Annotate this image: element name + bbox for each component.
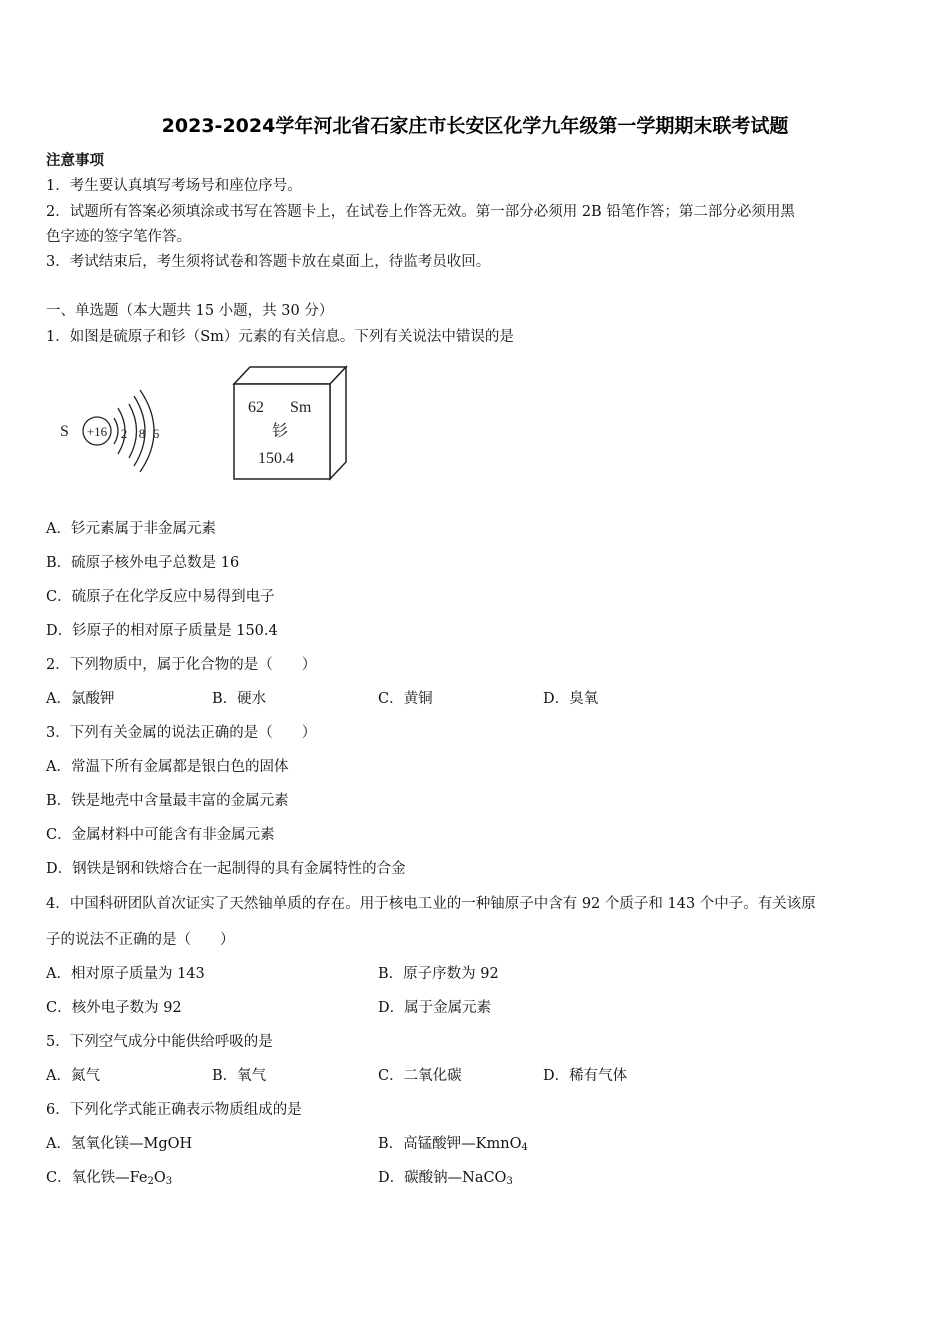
card-side-face (330, 367, 346, 479)
q6-option-c[interactable] (46, 1168, 172, 1192)
nucleus-charge: +16 (86, 424, 108, 439)
samarium-element-card (228, 362, 358, 488)
question-6-stem: 6．下列化学式能正确表示物质组成的是 (46, 1102, 302, 1118)
subscript: 3 (165, 1176, 173, 1187)
question-4-stem-continued: 子的说法不正确的是（ ） (46, 932, 235, 948)
shell-electron-count: 6 (152, 426, 160, 441)
q3-option-a[interactable]: A．常温下所有金属都是银白色的固体 (46, 759, 289, 775)
q6-option-c-text-mid: O (153, 1170, 166, 1186)
shell-electron-count: 2 (120, 426, 128, 441)
question-2-stem: 2．下列物质中，属于化合物的是（ ） (46, 657, 317, 673)
q5-option-c[interactable]: C．二氧化碳 (378, 1068, 462, 1084)
q2-option-b[interactable]: B．硬水 (212, 691, 267, 707)
q1-option-b[interactable]: B．硫原子核外电子总数是 16 (46, 555, 240, 571)
q6-option-a[interactable] (46, 1134, 192, 1154)
q2-option-c[interactable]: C．黄铜 (378, 691, 433, 707)
notice-item: 色字迹的签字笔作答。 (46, 229, 191, 245)
question-1-stem: 1．如图是硫原子和钐（Sm）元素的有关信息。下列有关说法中错误的是 (46, 329, 514, 345)
card-top-face (234, 367, 346, 384)
q6-option-b[interactable] (378, 1134, 528, 1158)
subscript: 4 (521, 1142, 528, 1153)
element-card-svg (228, 362, 358, 488)
q3-option-b[interactable]: B．铁是地壳中含量最丰富的金属元素 (46, 793, 289, 809)
electron-shell-arc (129, 404, 137, 458)
question-4-stem: 4．中国科研团队首次证实了天然铀单质的存在。用于核电工业的一种铀原子中含有 92 个质子和 143 个中子。有关该原 (46, 896, 816, 912)
section-heading: 一、单选题（本大题共 15 小题，共 30 分） (46, 303, 334, 319)
subscript: 2 (147, 1176, 154, 1187)
electron-shell-arc (114, 418, 118, 444)
sulfur-symbol: S (60, 423, 69, 440)
q6-option-d-text: D．碳酸钠—NaCO (378, 1170, 507, 1186)
notice-heading: 注意事项 (46, 152, 104, 169)
q2-option-a[interactable]: A．氯酸钾 (46, 691, 115, 707)
q1-option-c[interactable]: C．硫原子在化学反应中易得到电子 (46, 589, 275, 605)
element-name: 钐 (272, 421, 289, 440)
subscript: 3 (506, 1176, 513, 1187)
q4-option-d[interactable]: D．属于金属元素 (378, 1000, 492, 1016)
question-3-stem: 3．下列有关金属的说法正确的是（ ） (46, 725, 317, 741)
q4-option-a[interactable]: A．相对原子质量为 143 (46, 966, 205, 982)
sulfur-atom-diagram (56, 382, 176, 482)
q3-option-c[interactable]: C．金属材料中可能含有非金属元素 (46, 827, 275, 843)
q5-option-d[interactable]: D．稀有气体 (543, 1068, 628, 1084)
q3-option-d[interactable]: D．钢铁是钢和铁熔合在一起制得的具有金属特性的合金 (46, 861, 406, 877)
atomic-mass: 150.4 (258, 450, 294, 467)
shell-electron-count: 8 (138, 426, 146, 441)
notice-item: 3．考试结束后，考生须将试卷和答题卡放在桌面上，待监考员收回。 (46, 254, 491, 270)
element-symbol: Sm (290, 399, 312, 416)
notice-item: 2．试题所有答案必须填涂或书写在答题卡上，在试卷上作答无效。第一部分必须用 2B 铅笔作答；第二部分必须用黑 (46, 204, 795, 220)
q5-option-b[interactable]: B．氧气 (212, 1068, 267, 1084)
page-title: 2023-2024学年河北省石家庄市长安区化学九年级第一学期期末联考试题 (161, 115, 789, 137)
q1-option-a[interactable]: A．钐元素属于非金属元素 (46, 521, 216, 537)
q1-option-d[interactable]: D．钐原子的相对原子质量是 150.4 (46, 623, 278, 639)
q4-option-c[interactable]: C．核外电子数为 92 (46, 1000, 182, 1016)
q5-option-a[interactable]: A．氮气 (46, 1068, 100, 1084)
q6-option-d[interactable] (378, 1168, 513, 1192)
q6-option-a-text: A．氢氧化镁—MgOH (46, 1136, 193, 1152)
q6-option-b-text: B．高锰酸钾—KmnO (378, 1136, 522, 1152)
q4-option-b[interactable]: B．原子序数为 92 (378, 966, 499, 982)
sulfur-atom-svg (56, 382, 176, 482)
q6-option-c-text: C．氧化铁—Fe (46, 1170, 148, 1186)
notice-item: 1．考生要认真填写考场号和座位序号。 (46, 178, 302, 194)
atomic-number: 62 (248, 399, 264, 416)
q2-option-d[interactable]: D．臭氧 (543, 691, 599, 707)
question-5-stem: 5．下列空气成分中能供给呼吸的是 (46, 1034, 273, 1050)
